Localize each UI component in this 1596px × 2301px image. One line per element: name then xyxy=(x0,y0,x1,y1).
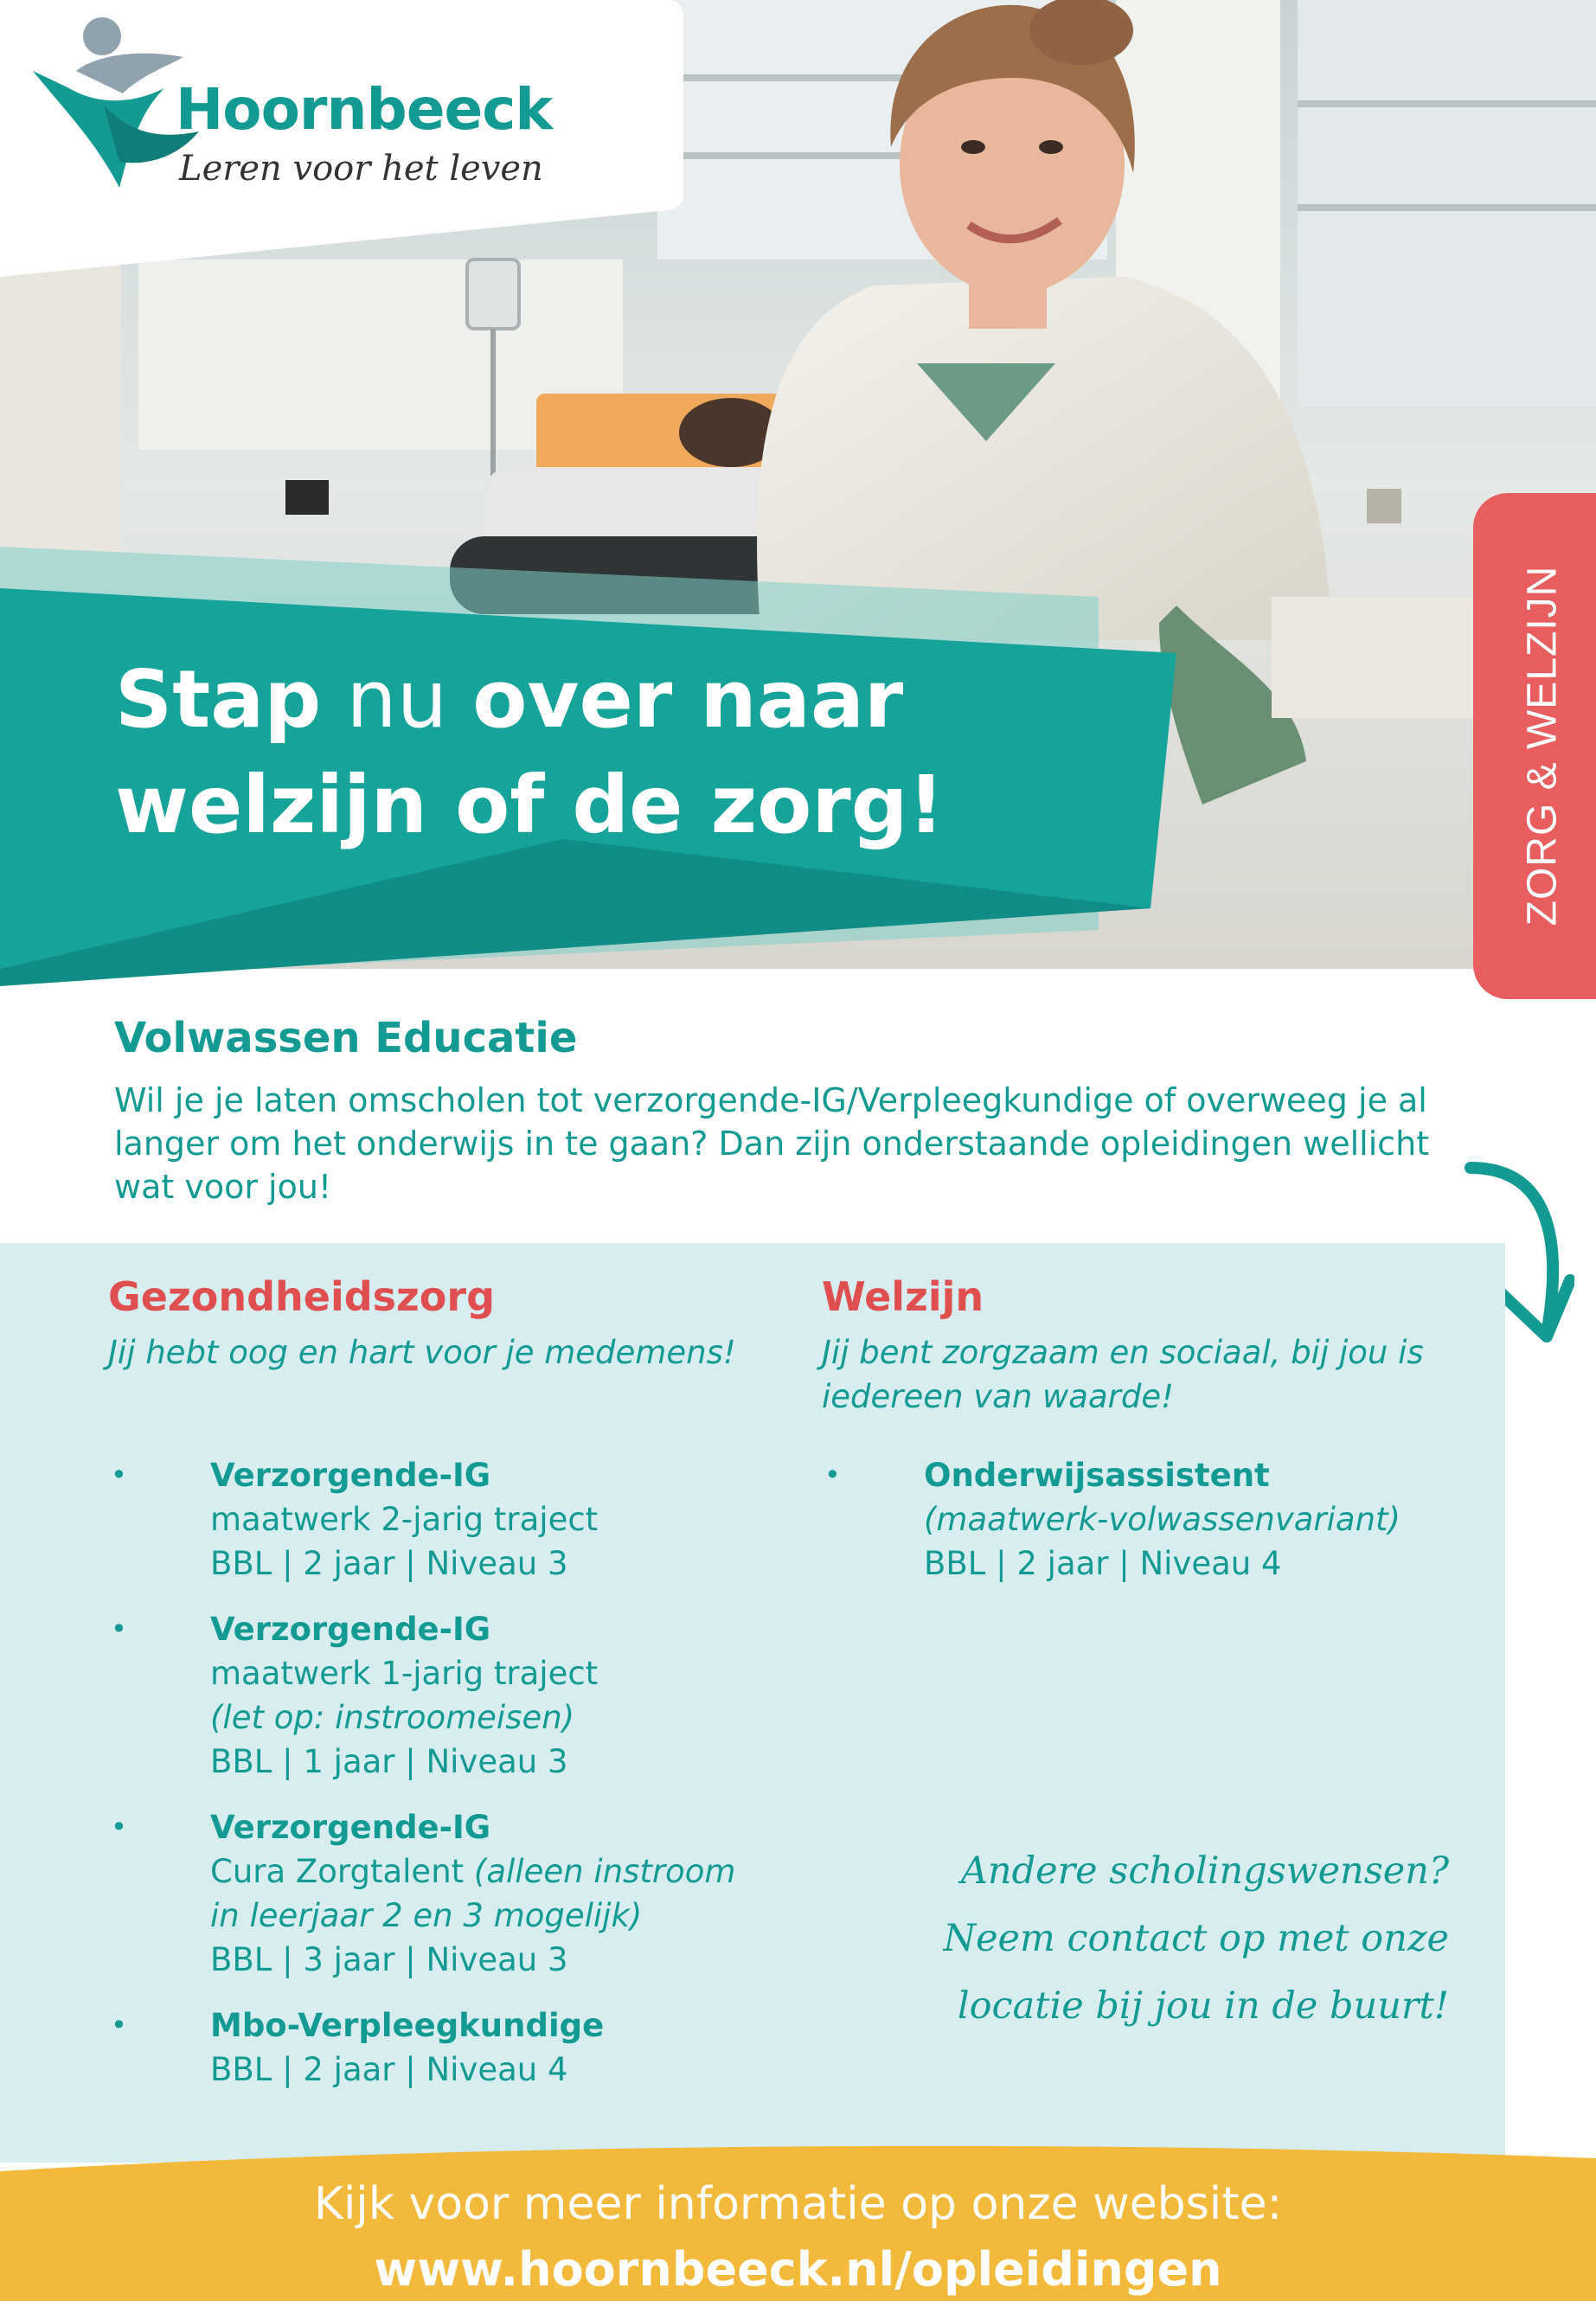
program-note: (let op: instroomeisen) xyxy=(210,1699,575,1736)
category-side-tab-label: ZORG & WELZIJN xyxy=(1519,565,1566,926)
program-details: BBL | 3 jaar | Niveau 3 xyxy=(210,1941,568,1978)
column-gezondheidszorg xyxy=(108,1273,766,1375)
program-item: • Mbo-Verpleegkundige BBL | 2 jaar | Niveau 4 xyxy=(210,2003,604,2092)
intro-heading: Volwassen Educatie xyxy=(114,1014,578,1062)
footer-text: Kijk voor meer informatie op onze website: xyxy=(313,2178,1283,2230)
program-item: • Verzorgende-IG maatwerk 2-jarig traject BBL | 2 jaar | Niveau 3 xyxy=(210,1453,598,1586)
program-name: Mbo-Verpleegkundige xyxy=(210,2007,605,2044)
program-description: maatwerk 2-jarig traject xyxy=(210,1501,599,1538)
intro-text: Wil je je laten omscholen tot verzorgende-IG/Verpleegkundige of overweeg je al langer om het onderwijs in te gaan? Dan zijn onderstaande opleidingen wellicht wat voor jou! xyxy=(114,1081,1430,1206)
program-details: BBL | 1 jaar | Niveau 3 xyxy=(210,1743,568,1780)
brand-tagline: Leren voor het leven xyxy=(179,149,543,189)
program-description: maatwerk 1-jarig traject xyxy=(210,1655,599,1692)
program-name: Verzorgende-IG xyxy=(210,1809,491,1846)
program-details: BBL | 2 jaar | Niveau 4 xyxy=(210,2051,568,2088)
other-wishes-note: Andere scholingswensen? Neem contact op met onze locatie bij jou in de buurt! xyxy=(943,1849,1449,2028)
column-welzijn xyxy=(822,1273,1445,1419)
headline-line-2: welzijn of de zorg! xyxy=(115,759,945,851)
headline-line-1: Stap nu over naar xyxy=(115,653,904,746)
program-name: Onderwijsassistent xyxy=(924,1457,1270,1494)
program-note: in leerjaar 2 en 3 mogelijk) xyxy=(210,1897,643,1934)
brand-name: Hoornbeeck xyxy=(176,76,553,143)
program-name: Verzorgende-IG xyxy=(210,1611,491,1648)
program-note: (maatwerk-volwassenvariant) xyxy=(924,1501,1401,1538)
program-item: • Verzorgende-IG Cura Zorgtalent (alleen instroom in leerjaar 2 en 3 mogelijk) BBL | 3 jaar | Niveau 3 xyxy=(210,1805,735,1982)
program-details: BBL | 2 jaar | Niveau 4 xyxy=(924,1545,1282,1582)
website-link[interactable]: www.hoornbeeck.nl/opleidingen xyxy=(374,2242,1222,2297)
program-name: Verzorgende-IG xyxy=(210,1457,491,1494)
program-details: BBL | 2 jaar | Niveau 3 xyxy=(210,1545,568,1582)
column-subtitle-welzijn: Jij bent zorgzaam en sociaal, bij jou is iedereen van waarde! xyxy=(822,1334,1424,1415)
hoornbeeck-logo-icon[interactable] xyxy=(26,10,199,188)
column-title-gezondheidszorg: Gezondheidszorg xyxy=(108,1273,496,1320)
program-item: • Onderwijsassistent (maatwerk-volwassenvariant) BBL | 2 jaar | Niveau 4 xyxy=(924,1453,1401,1586)
headline xyxy=(115,647,945,858)
program-item: • Verzorgende-IG maatwerk 1-jarig traject (let op: instroomeisen) BBL | 1 jaar | Niveau 3 xyxy=(210,1607,598,1784)
column-title-welzijn: Welzijn xyxy=(822,1273,984,1320)
column-subtitle-gezondheidszorg: Jij hebt oog en hart voor je medemens! xyxy=(108,1334,736,1371)
program-description: Cura Zorgtalent (alleen instroom xyxy=(210,1853,736,1890)
